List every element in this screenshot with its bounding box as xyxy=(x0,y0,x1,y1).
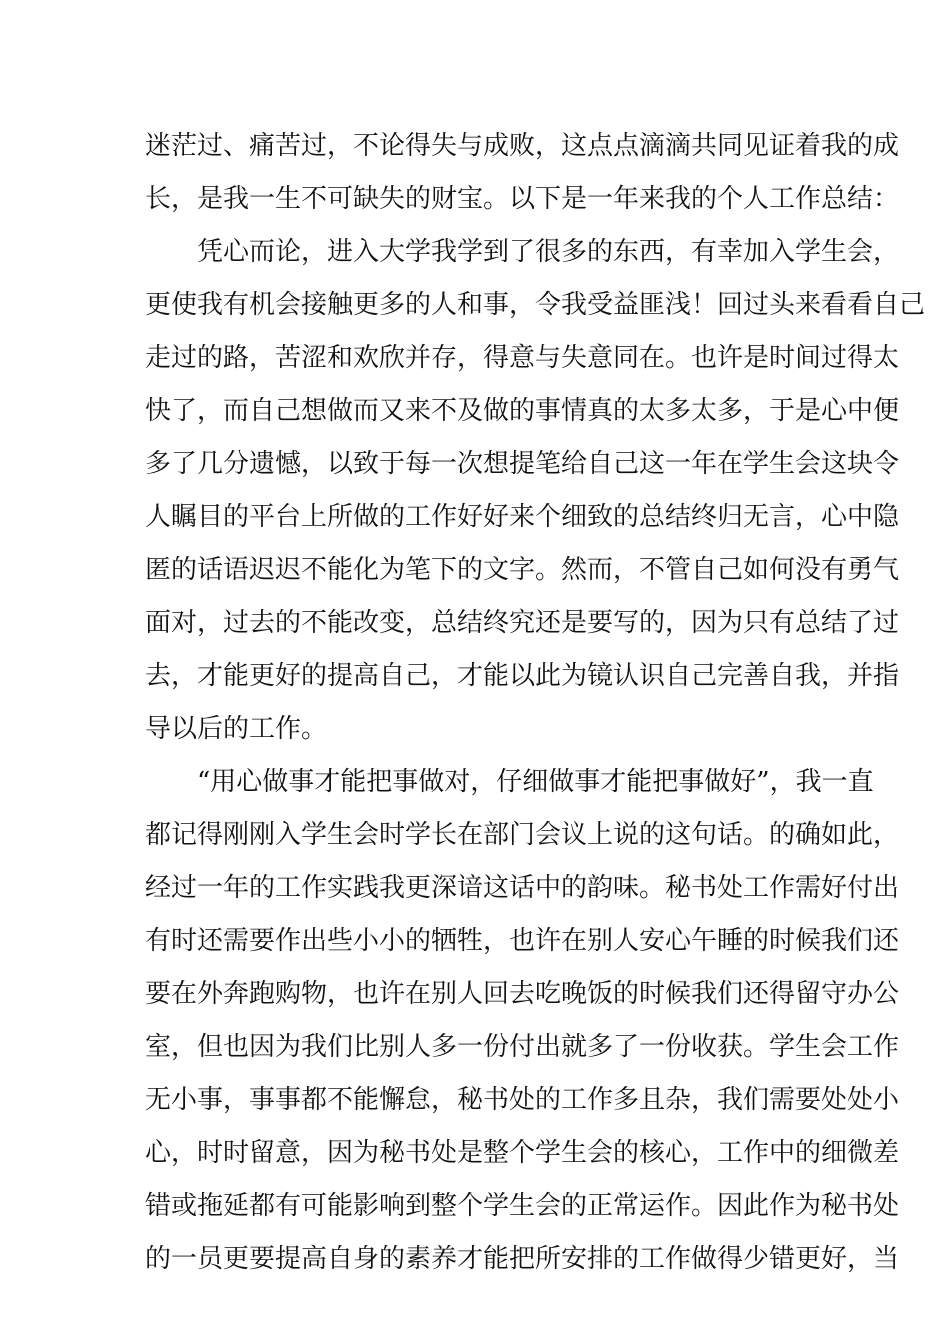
paragraph-start-line: “用心做事才能把事做对，仔细做事才能把事做好”，我一直 xyxy=(197,767,874,797)
text-line: 人瞩目的平台上所做的工作好好来个细致的总结终归无言，心中隐 xyxy=(145,502,900,532)
text-line: 迷茫过、痛苦过，不论得失与成败，这点点滴滴共同见证着我的成 xyxy=(145,131,900,161)
text-line: 匿的话语迟迟不能化为笔下的文字。然而，不管自己如何没有勇气 xyxy=(145,555,900,585)
text-line: 室，但也因为我们比别人多一份付出就多了一份收获。学生会工作 xyxy=(145,1032,900,1062)
text-line: 错或拖延都有可能影响到整个学生会的正常运作。因此作为秘书处 xyxy=(145,1191,900,1221)
text-line: 的一员更要提高自身的素养才能把所安排的工作做得少错更好，当 xyxy=(145,1244,900,1274)
text-line: 去，才能更好的提高自己，才能以此为镜认识自己完善自我，并指 xyxy=(145,661,900,691)
paragraph-start-line: 凭心而论，进入大学我学到了很多的东西，有幸加入学生会， xyxy=(197,237,900,267)
text-line: 心，时时留意，因为秘书处是整个学生会的核心，工作中的细微差 xyxy=(145,1138,900,1168)
text-line: 快了，而自己想做而又来不及做的事情真的太多太多，于是心中便 xyxy=(145,396,900,426)
text-line: 更使我有机会接触更多的人和事，令我受益匪浅！回过头来看看自己 xyxy=(145,290,926,320)
text-line: 要在外奔跑购物，也许在别人回去吃晚饭的时候我们还得留守办公 xyxy=(145,979,900,1009)
text-line: 面对，过去的不能改变，总结终究还是要写的，因为只有总结了过 xyxy=(145,608,900,638)
text-line: 多了几分遗憾，以致于每一次想提笔给自己这一年在学生会这块令 xyxy=(145,449,900,479)
text-line: 走过的路，苦涩和欢欣并存，得意与失意同在。也许是时间过得太 xyxy=(145,343,900,373)
text-line: 有时还需要作出些小小的牺牲，也许在别人安心午睡的时候我们还 xyxy=(145,926,900,956)
paragraph-end-line: 导以后的工作。 xyxy=(145,714,328,744)
text-line: 无小事，事事都不能懈怠，秘书处的工作多且杂，我们需要处处小 xyxy=(145,1085,900,1115)
text-line: 经过一年的工作实践我更深谙这话中的韵味。秘书处工作需好付出 xyxy=(145,873,900,903)
text-line: 长，是我一生不可缺失的财宝。以下是一年来我的个人工作总结： xyxy=(145,184,900,214)
text-line: 都记得刚刚入学生会时学长在部门会议上说的这句话。的确如此， xyxy=(145,820,900,850)
